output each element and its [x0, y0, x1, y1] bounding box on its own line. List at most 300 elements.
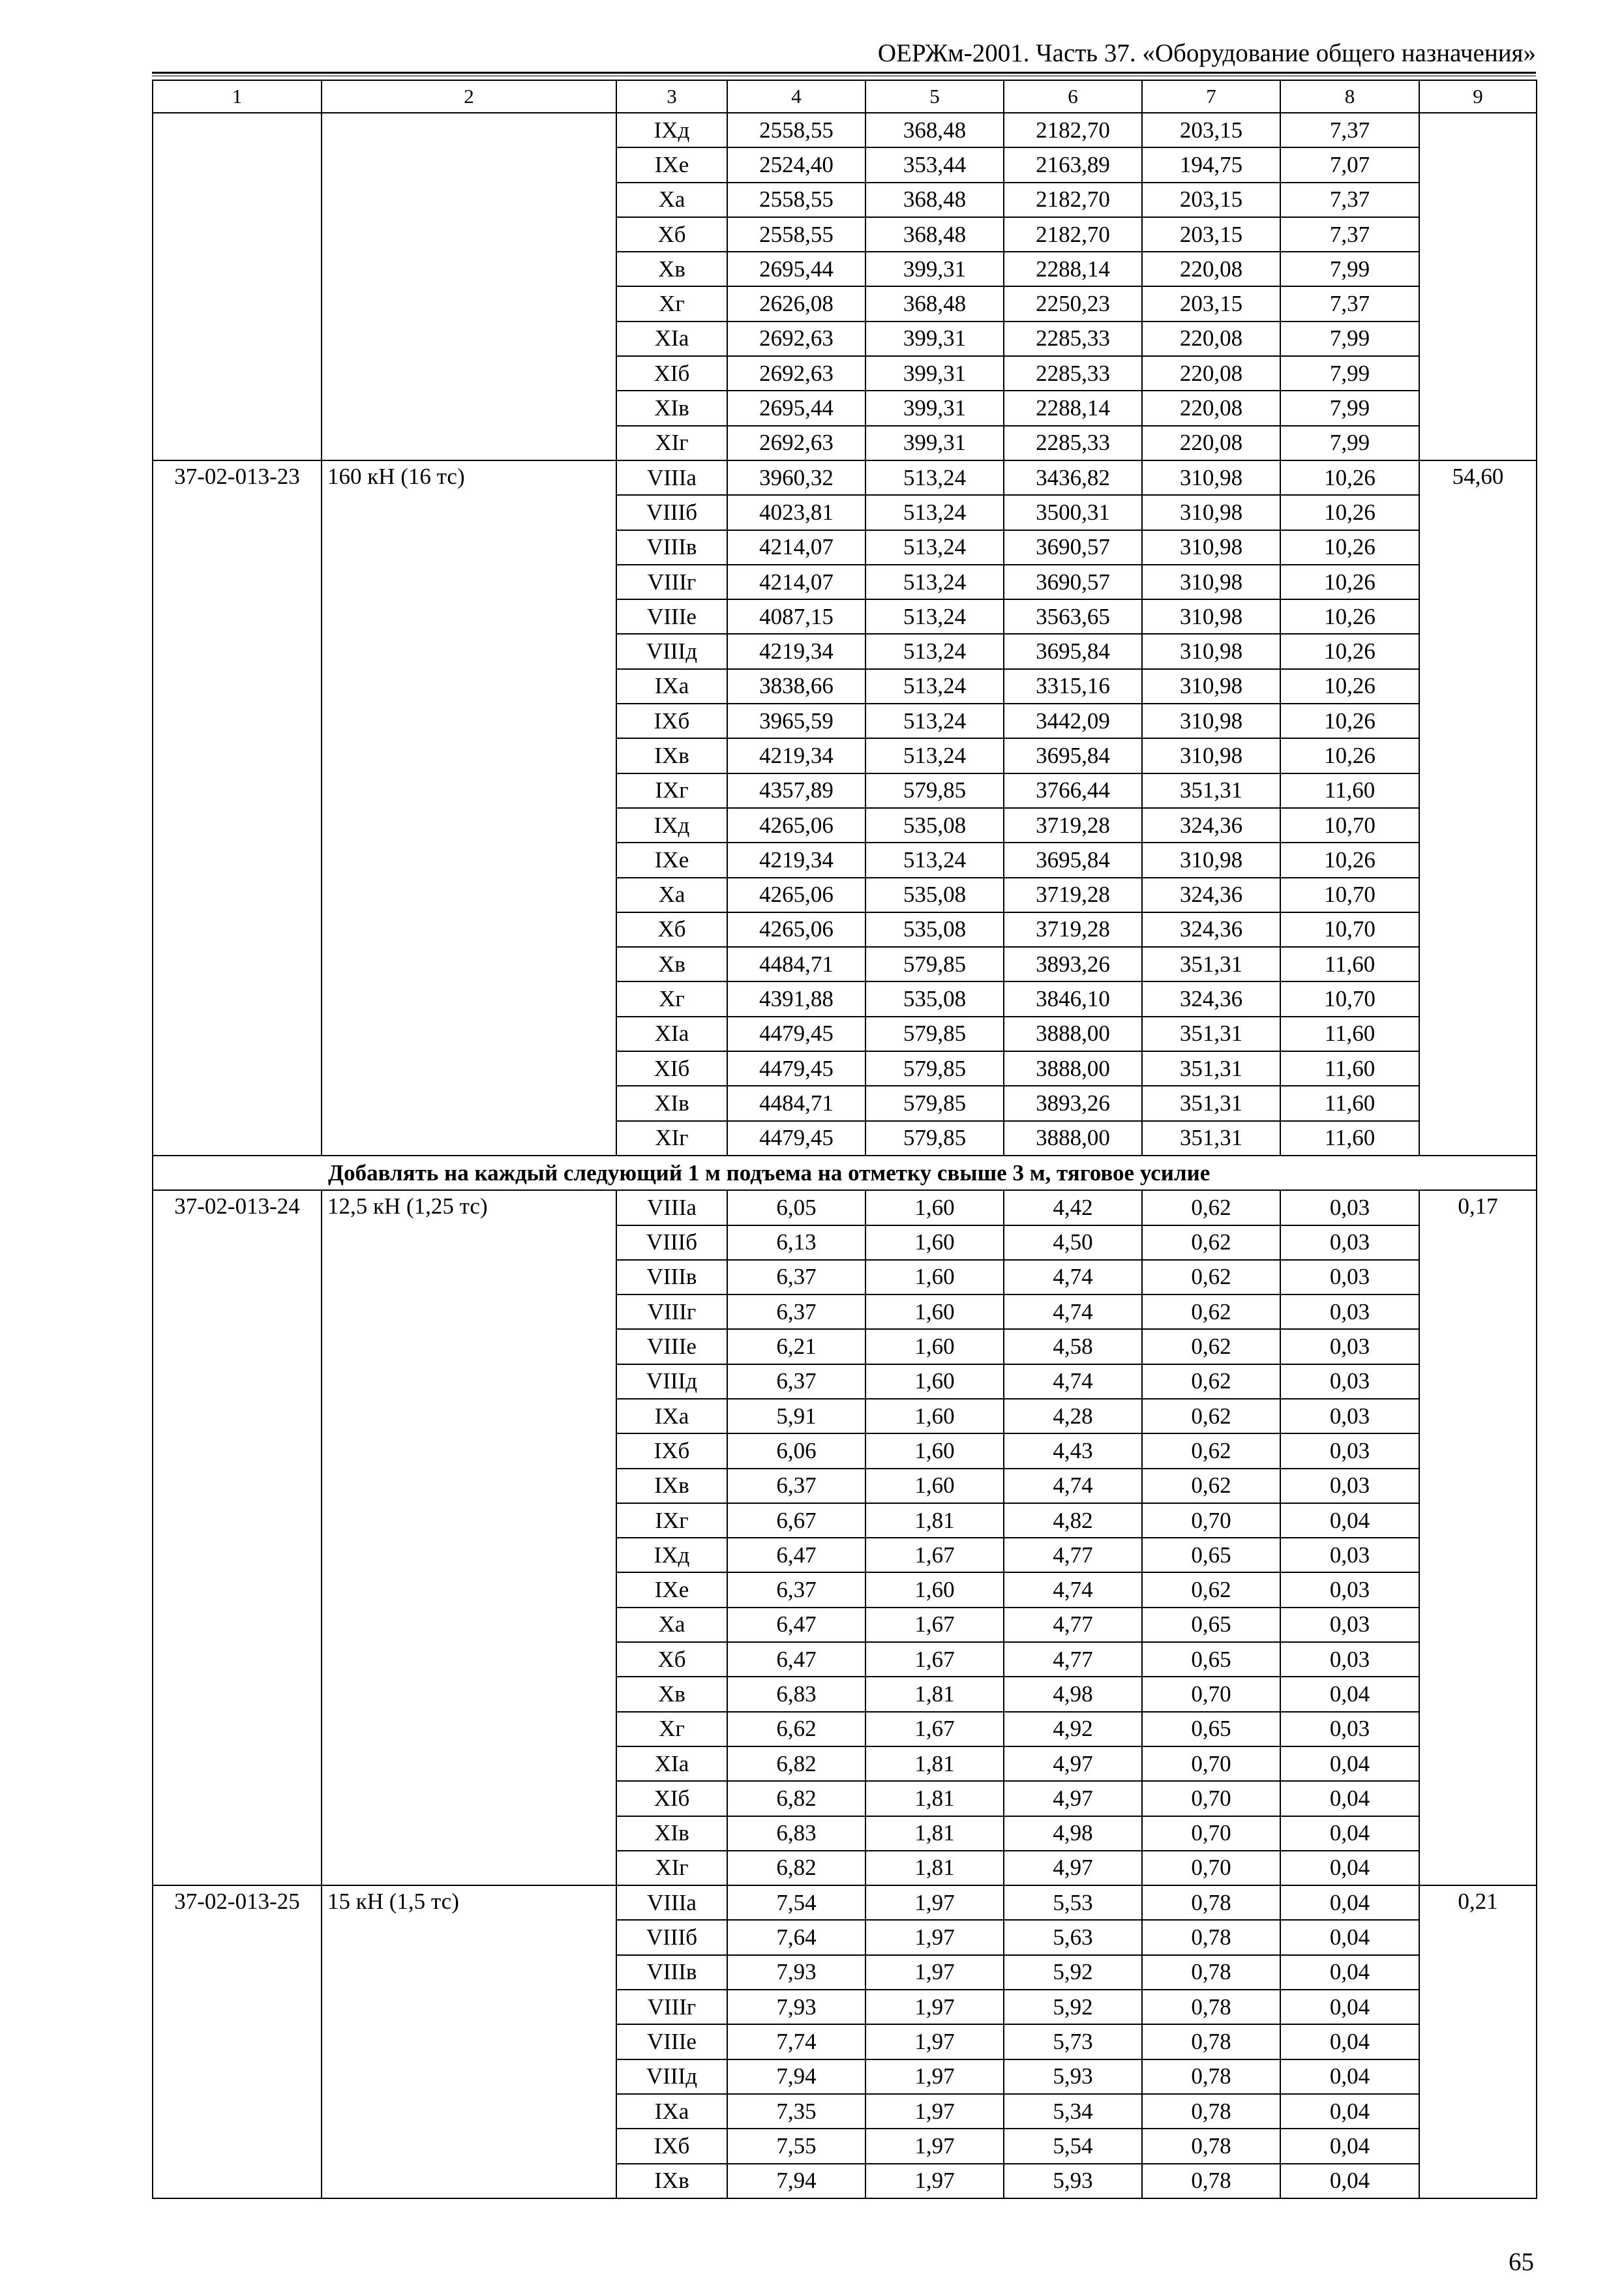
labor-cost: 368,48	[865, 113, 1004, 147]
operator-wage: 0,70	[1142, 1746, 1280, 1781]
direct-cost: 4265,06	[727, 912, 865, 947]
region-code: XIв	[616, 1086, 727, 1120]
direct-cost: 3965,59	[727, 704, 865, 738]
machine-cost: 2288,14	[1004, 252, 1142, 286]
labor-cost: 513,24	[865, 634, 1004, 668]
operator-wage: 310,98	[1142, 530, 1280, 565]
labor-cost: 579,85	[865, 1121, 1004, 1156]
machine-cost: 3315,16	[1004, 669, 1142, 704]
materials-cost: 7,07	[1280, 147, 1419, 182]
operator-wage: 203,15	[1142, 217, 1280, 252]
materials-cost: 7,37	[1280, 217, 1419, 252]
labor-cost: 1,67	[865, 1608, 1004, 1642]
region-code: VIIIв	[616, 1260, 727, 1294]
direct-cost: 6,37	[727, 1260, 865, 1294]
operator-wage: 324,36	[1142, 912, 1280, 947]
region-code: VIIIв	[616, 530, 727, 565]
machine-cost: 2182,70	[1004, 217, 1142, 252]
region-code: VIIIд	[616, 1364, 727, 1399]
materials-cost: 0,04	[1280, 1990, 1419, 2024]
materials-cost: 0,04	[1280, 1781, 1419, 1816]
machine-cost: 2285,33	[1004, 322, 1142, 356]
direct-cost: 2558,55	[727, 183, 865, 217]
materials-cost: 0,04	[1280, 2094, 1419, 2129]
table-row	[153, 113, 1537, 147]
materials-cost: 10,26	[1280, 843, 1419, 877]
region-code: IXв	[616, 1469, 727, 1503]
machine-cost: 2163,89	[1004, 147, 1142, 182]
region-code: XIв	[616, 1816, 727, 1851]
operator-wage: 310,98	[1142, 843, 1280, 877]
operator-wage: 310,98	[1142, 565, 1280, 599]
direct-cost: 6,82	[727, 1851, 865, 1885]
region-code: VIIIа	[616, 460, 727, 495]
materials-cost: 0,03	[1280, 1712, 1419, 1746]
machine-cost: 3695,84	[1004, 738, 1142, 773]
direct-cost: 4391,88	[727, 981, 865, 1016]
machine-cost: 4,74	[1004, 1260, 1142, 1294]
materials-cost: 0,03	[1280, 1608, 1419, 1642]
operator-wage: 0,78	[1142, 2164, 1280, 2198]
operator-wage: 351,31	[1142, 1121, 1280, 1156]
labor-cost: 399,31	[865, 391, 1004, 425]
direct-cost: 2626,08	[727, 286, 865, 321]
region-code: VIIIв	[616, 1955, 727, 1990]
direct-cost: 6,47	[727, 1642, 865, 1677]
operator-wage: 324,36	[1142, 878, 1280, 912]
machine-cost: 4,77	[1004, 1608, 1142, 1642]
direct-cost: 7,94	[727, 2164, 865, 2198]
machine-cost: 2285,33	[1004, 426, 1142, 460]
direct-cost: 4479,45	[727, 1017, 865, 1051]
direct-cost: 6,83	[727, 1677, 865, 1711]
machine-cost: 4,98	[1004, 1677, 1142, 1711]
region-code: XIа	[616, 1017, 727, 1051]
materials-cost: 7,99	[1280, 426, 1419, 460]
region-code: IXб	[616, 704, 727, 738]
region-code: VIIIа	[616, 1885, 727, 1920]
operator-wage: 310,98	[1142, 460, 1280, 495]
operator-wage: 0,70	[1142, 1781, 1280, 1816]
direct-cost: 6,47	[727, 1608, 865, 1642]
direct-cost: 6,37	[727, 1364, 865, 1399]
region-code: IXг	[616, 1503, 727, 1538]
direct-cost: 7,64	[727, 1920, 865, 1954]
materials-cost: 7,99	[1280, 322, 1419, 356]
machine-cost: 3766,44	[1004, 773, 1142, 808]
materials-cost: 0,04	[1280, 2129, 1419, 2163]
materials-cost: 0,04	[1280, 1920, 1419, 1954]
operator-wage: 0,62	[1142, 1572, 1280, 1607]
operator-wage: 0,62	[1142, 1399, 1280, 1433]
operator-wage: 310,98	[1142, 599, 1280, 634]
region-code: XIб	[616, 1781, 727, 1816]
direct-cost: 6,37	[727, 1572, 865, 1607]
region-code: Xв	[616, 252, 727, 286]
machine-cost: 4,97	[1004, 1746, 1142, 1781]
operator-wage: 0,62	[1142, 1364, 1280, 1399]
labor-cost: 579,85	[865, 1051, 1004, 1086]
region-code: VIIIг	[616, 1294, 727, 1329]
machine-cost: 4,74	[1004, 1469, 1142, 1503]
operator-wage: 0,78	[1142, 1885, 1280, 1920]
labor-cost: 368,48	[865, 217, 1004, 252]
direct-cost: 4087,15	[727, 599, 865, 634]
direct-cost: 4484,71	[727, 1086, 865, 1120]
direct-cost: 6,21	[727, 1329, 865, 1364]
materials-cost: 0,03	[1280, 1329, 1419, 1364]
machine-cost: 4,74	[1004, 1364, 1142, 1399]
direct-cost: 2692,63	[727, 426, 865, 460]
machine-cost: 3436,82	[1004, 460, 1142, 495]
direct-cost: 4265,06	[727, 878, 865, 912]
region-code: IXа	[616, 2094, 727, 2129]
machine-cost: 2285,33	[1004, 356, 1142, 391]
column-number: 9	[1419, 80, 1537, 113]
labor-cost: 399,31	[865, 356, 1004, 391]
labor-cost: 1,60	[865, 1364, 1004, 1399]
materials-cost: 10,26	[1280, 599, 1419, 634]
machine-cost: 3695,84	[1004, 634, 1142, 668]
direct-cost: 4023,81	[727, 495, 865, 530]
materials-cost: 7,37	[1280, 113, 1419, 147]
direct-cost: 7,94	[727, 2059, 865, 2094]
machine-cost: 4,98	[1004, 1816, 1142, 1851]
materials-cost: 0,03	[1280, 1190, 1419, 1225]
materials-cost: 10,26	[1280, 565, 1419, 599]
machine-cost: 5,54	[1004, 2129, 1142, 2163]
machine-cost: 3888,00	[1004, 1051, 1142, 1086]
labor-cost: 1,67	[865, 1712, 1004, 1746]
region-code: VIIIе	[616, 1329, 727, 1364]
direct-cost: 4219,34	[727, 738, 865, 773]
machine-cost: 3719,28	[1004, 808, 1142, 843]
labor-cost: 1,67	[865, 1642, 1004, 1677]
labor-cost: 535,08	[865, 912, 1004, 947]
machine-cost: 4,58	[1004, 1329, 1142, 1364]
region-code: XIа	[616, 322, 727, 356]
table-row	[153, 1885, 1537, 1920]
machine-cost: 5,53	[1004, 1885, 1142, 1920]
materials-cost: 11,60	[1280, 1017, 1419, 1051]
operator-wage: 0,62	[1142, 1190, 1280, 1225]
materials-cost: 0,03	[1280, 1225, 1419, 1260]
direct-cost: 6,05	[727, 1190, 865, 1225]
column-number-row	[153, 80, 1537, 113]
labor-hours: 54,60	[1419, 460, 1537, 1156]
labor-cost: 399,31	[865, 322, 1004, 356]
labor-cost: 1,81	[865, 1781, 1004, 1816]
column-number: 6	[1004, 80, 1142, 113]
direct-cost: 7,93	[727, 1990, 865, 2024]
region-code: Xв	[616, 947, 727, 981]
operator-wage: 0,62	[1142, 1260, 1280, 1294]
direct-cost: 2524,40	[727, 147, 865, 182]
materials-cost: 0,04	[1280, 1955, 1419, 1990]
direct-cost: 6,82	[727, 1781, 865, 1816]
region-code: IXв	[616, 738, 727, 773]
machine-cost: 3563,65	[1004, 599, 1142, 634]
column-number: 3	[616, 80, 727, 113]
machine-cost: 5,93	[1004, 2164, 1142, 2198]
rate-name	[322, 113, 616, 460]
region-code: IXа	[616, 669, 727, 704]
table-row	[153, 1190, 1537, 1225]
labor-cost: 1,97	[865, 1885, 1004, 1920]
direct-cost: 7,35	[727, 2094, 865, 2129]
materials-cost: 7,99	[1280, 391, 1419, 425]
materials-cost: 7,99	[1280, 252, 1419, 286]
direct-cost: 7,74	[727, 2024, 865, 2059]
operator-wage: 0,65	[1142, 1538, 1280, 1572]
region-code: IXд	[616, 1538, 727, 1572]
labor-cost: 1,60	[865, 1469, 1004, 1503]
region-code: VIIIд	[616, 2059, 727, 2094]
labor-cost: 513,24	[865, 460, 1004, 495]
header-rule-thick	[152, 72, 1536, 74]
materials-cost: 0,04	[1280, 1816, 1419, 1851]
region-code: IXв	[616, 2164, 727, 2198]
direct-cost: 6,82	[727, 1746, 865, 1781]
region-code: XIб	[616, 356, 727, 391]
machine-cost: 4,43	[1004, 1433, 1142, 1468]
machine-cost: 5,92	[1004, 1955, 1142, 1990]
direct-cost: 7,54	[727, 1885, 865, 1920]
labor-cost: 1,97	[865, 2059, 1004, 2094]
operator-wage: 194,75	[1142, 147, 1280, 182]
operator-wage: 310,98	[1142, 738, 1280, 773]
direct-cost: 2692,63	[727, 356, 865, 391]
region-code: VIIIе	[616, 2024, 727, 2059]
labor-cost: 1,67	[865, 1538, 1004, 1572]
rate-name: 160 кН (16 тс)	[322, 460, 616, 1156]
note-row	[153, 1156, 1537, 1190]
labor-cost: 1,60	[865, 1572, 1004, 1607]
machine-cost: 4,92	[1004, 1712, 1142, 1746]
materials-cost: 10,70	[1280, 912, 1419, 947]
region-code: IXа	[616, 1399, 727, 1433]
region-code: VIIIг	[616, 565, 727, 599]
materials-cost: 10,26	[1280, 704, 1419, 738]
labor-cost: 579,85	[865, 1017, 1004, 1051]
region-code: XIг	[616, 1121, 727, 1156]
operator-wage: 310,98	[1142, 704, 1280, 738]
direct-cost: 2695,44	[727, 252, 865, 286]
direct-cost: 6,37	[727, 1294, 865, 1329]
labor-cost: 513,24	[865, 669, 1004, 704]
labor-cost: 368,48	[865, 183, 1004, 217]
machine-cost: 3893,26	[1004, 1086, 1142, 1120]
labor-cost: 1,97	[865, 2094, 1004, 2129]
labor-cost: 535,08	[865, 981, 1004, 1016]
region-code: XIб	[616, 1051, 727, 1086]
direct-cost: 6,47	[727, 1538, 865, 1572]
machine-cost: 4,77	[1004, 1642, 1142, 1677]
materials-cost: 0,04	[1280, 1851, 1419, 1885]
direct-cost: 6,83	[727, 1816, 865, 1851]
materials-cost: 10,26	[1280, 738, 1419, 773]
rate-code: 37-02-013-23	[153, 460, 322, 1156]
labor-cost: 1,97	[865, 2164, 1004, 2198]
machine-cost: 3888,00	[1004, 1017, 1142, 1051]
machine-cost: 4,50	[1004, 1225, 1142, 1260]
operator-wage: 351,31	[1142, 947, 1280, 981]
materials-cost: 0,04	[1280, 1503, 1419, 1538]
region-code: VIIIб	[616, 1920, 727, 1954]
labor-cost: 1,60	[865, 1399, 1004, 1433]
materials-cost: 0,03	[1280, 1364, 1419, 1399]
machine-cost: 4,28	[1004, 1399, 1142, 1433]
labor-cost: 1,60	[865, 1225, 1004, 1260]
operator-wage: 0,70	[1142, 1677, 1280, 1711]
materials-cost: 11,60	[1280, 1051, 1419, 1086]
materials-cost: 0,03	[1280, 1642, 1419, 1677]
direct-cost: 5,91	[727, 1399, 865, 1433]
operator-wage: 0,78	[1142, 2129, 1280, 2163]
direct-cost: 4214,07	[727, 565, 865, 599]
operator-wage: 220,08	[1142, 252, 1280, 286]
labor-cost: 1,60	[865, 1329, 1004, 1364]
section-note: Добавлять на каждый следующий 1 м подъема на отметку свыше 3 м, тяговое усилие	[153, 1156, 1537, 1190]
region-code: XIг	[616, 1851, 727, 1885]
materials-cost: 10,26	[1280, 634, 1419, 668]
operator-wage: 220,08	[1142, 356, 1280, 391]
materials-cost: 0,04	[1280, 2164, 1419, 2198]
operator-wage: 310,98	[1142, 495, 1280, 530]
direct-cost: 7,55	[727, 2129, 865, 2163]
machine-cost: 3442,09	[1004, 704, 1142, 738]
materials-cost: 7,37	[1280, 183, 1419, 217]
materials-cost: 10,70	[1280, 981, 1419, 1016]
region-code: Xа	[616, 183, 727, 217]
labor-hours	[1419, 113, 1537, 460]
direct-cost: 2558,55	[727, 217, 865, 252]
materials-cost: 0,04	[1280, 2024, 1419, 2059]
machine-cost: 5,73	[1004, 2024, 1142, 2059]
machine-cost: 4,74	[1004, 1572, 1142, 1607]
labor-cost: 399,31	[865, 252, 1004, 286]
operator-wage: 203,15	[1142, 286, 1280, 321]
machine-cost: 3719,28	[1004, 912, 1142, 947]
operator-wage: 0,62	[1142, 1329, 1280, 1364]
direct-cost: 4265,06	[727, 808, 865, 843]
labor-cost: 1,81	[865, 1503, 1004, 1538]
region-code: IXг	[616, 773, 727, 808]
machine-cost: 2250,23	[1004, 286, 1142, 321]
direct-cost: 6,67	[727, 1503, 865, 1538]
materials-cost: 0,03	[1280, 1294, 1419, 1329]
labor-cost: 1,97	[865, 1920, 1004, 1954]
materials-cost: 0,04	[1280, 1746, 1419, 1781]
materials-cost: 11,60	[1280, 773, 1419, 808]
rates-table	[152, 80, 1537, 2199]
rate-name: 15 кН (1,5 тс)	[322, 1885, 616, 2198]
direct-cost: 4479,45	[727, 1121, 865, 1156]
operator-wage: 0,65	[1142, 1642, 1280, 1677]
materials-cost: 0,03	[1280, 1538, 1419, 1572]
direct-cost: 6,06	[727, 1433, 865, 1468]
region-code: VIIIб	[616, 495, 727, 530]
region-code: IXб	[616, 1433, 727, 1468]
direct-cost: 2695,44	[727, 391, 865, 425]
page-header: ОЕРЖм-2001. Часть 37. «Оборудование общего назначения»	[877, 39, 1536, 67]
labor-cost: 1,60	[865, 1260, 1004, 1294]
rate-code: 37-02-013-25	[153, 1885, 322, 2198]
region-code: Xа	[616, 878, 727, 912]
machine-cost: 4,74	[1004, 1294, 1142, 1329]
labor-cost: 353,44	[865, 147, 1004, 182]
machine-cost: 4,42	[1004, 1190, 1142, 1225]
materials-cost: 11,60	[1280, 1086, 1419, 1120]
labor-cost: 513,24	[865, 530, 1004, 565]
column-number: 4	[727, 80, 865, 113]
column-number: 5	[865, 80, 1004, 113]
direct-cost: 6,62	[727, 1712, 865, 1746]
column-number: 2	[322, 80, 616, 113]
machine-cost: 3888,00	[1004, 1121, 1142, 1156]
rate-code	[153, 113, 322, 460]
labor-cost: 1,97	[865, 2024, 1004, 2059]
region-code: VIIIд	[616, 634, 727, 668]
materials-cost: 0,03	[1280, 1433, 1419, 1468]
region-code: IXб	[616, 2129, 727, 2163]
direct-cost: 6,37	[727, 1469, 865, 1503]
machine-cost: 2182,70	[1004, 183, 1142, 217]
operator-wage: 220,08	[1142, 426, 1280, 460]
operator-wage: 220,08	[1142, 322, 1280, 356]
region-code: Xг	[616, 1712, 727, 1746]
labor-hours: 0,21	[1419, 1885, 1537, 2198]
direct-cost: 4219,34	[727, 843, 865, 877]
region-code: Xг	[616, 286, 727, 321]
direct-cost: 4219,34	[727, 634, 865, 668]
labor-cost: 513,24	[865, 565, 1004, 599]
machine-cost: 4,82	[1004, 1503, 1142, 1538]
direct-cost: 4214,07	[727, 530, 865, 565]
labor-cost: 1,97	[865, 2129, 1004, 2163]
machine-cost: 3846,10	[1004, 981, 1142, 1016]
region-code: XIв	[616, 391, 727, 425]
labor-cost: 513,24	[865, 843, 1004, 877]
operator-wage: 0,62	[1142, 1469, 1280, 1503]
operator-wage: 0,62	[1142, 1294, 1280, 1329]
machine-cost: 3893,26	[1004, 947, 1142, 981]
machine-cost: 2288,14	[1004, 391, 1142, 425]
machine-cost: 5,93	[1004, 2059, 1142, 2094]
labor-cost: 368,48	[865, 286, 1004, 321]
region-code: Xб	[616, 1642, 727, 1677]
labor-cost: 535,08	[865, 808, 1004, 843]
labor-cost: 1,81	[865, 1816, 1004, 1851]
direct-cost: 2692,63	[727, 322, 865, 356]
materials-cost: 0,03	[1280, 1572, 1419, 1607]
machine-cost: 3500,31	[1004, 495, 1142, 530]
operator-wage: 0,70	[1142, 1816, 1280, 1851]
region-code: XIг	[616, 426, 727, 460]
labor-hours: 0,17	[1419, 1190, 1537, 1885]
region-code: IXе	[616, 147, 727, 182]
machine-cost: 5,92	[1004, 1990, 1142, 2024]
operator-wage: 0,62	[1142, 1225, 1280, 1260]
labor-cost: 513,24	[865, 599, 1004, 634]
materials-cost: 0,04	[1280, 1677, 1419, 1711]
machine-cost: 3719,28	[1004, 878, 1142, 912]
operator-wage: 0,62	[1142, 1433, 1280, 1468]
labor-cost: 1,97	[865, 1990, 1004, 2024]
operator-wage: 0,78	[1142, 1955, 1280, 1990]
operator-wage: 351,31	[1142, 1051, 1280, 1086]
materials-cost: 0,04	[1280, 2059, 1419, 2094]
